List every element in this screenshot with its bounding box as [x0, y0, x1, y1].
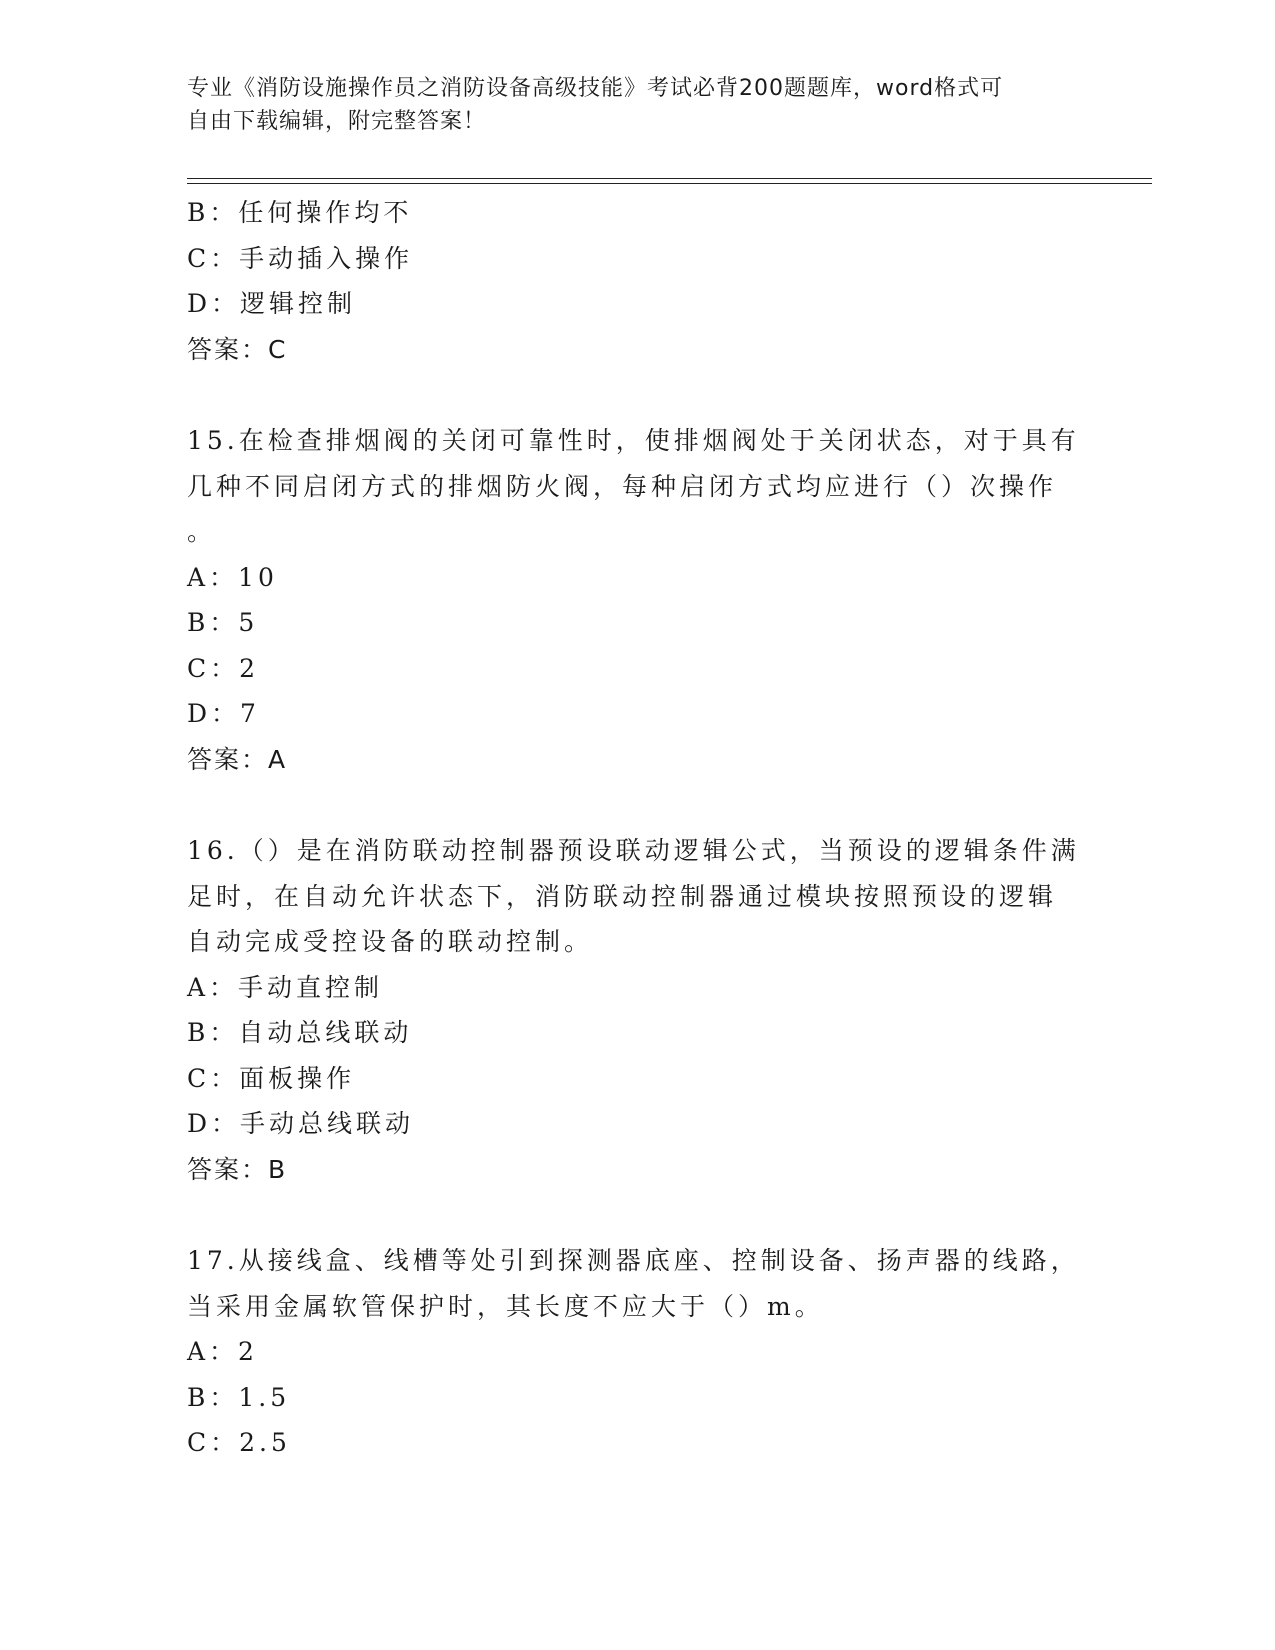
- question-stem-line: 几种不同启闭方式的排烟防火阀，每种启闭方式均应进行（）次操作: [187, 471, 1058, 501]
- option-c: C：手动插入操作: [187, 243, 414, 273]
- answer-label: 答案：A: [187, 744, 288, 774]
- option-c: C：2: [187, 653, 260, 683]
- option-a: A：手动直控制: [187, 972, 384, 1002]
- question-stem-line: 当采用金属软管保护时，其长度不应大于（）m。: [187, 1291, 824, 1321]
- header-title-line-2: 自由下载编辑，附完整答案！: [187, 109, 487, 134]
- question-stem-line: 自动完成受控设备的联动控制。: [187, 927, 594, 956]
- option-a: A：2: [187, 1337, 258, 1366]
- option-c: C：2.5: [187, 1428, 291, 1457]
- option-a: A：10: [187, 562, 278, 592]
- option-d: D：手动总线联动: [187, 1109, 415, 1138]
- question-14-tail: [187, 190, 1087, 372]
- option-b: B：5: [187, 608, 259, 637]
- question-stem-line: 17.从接线盒、线槽等处引到探测器底座、控制设备、扬声器的线路，: [187, 1246, 1080, 1275]
- header-divider-top: [187, 178, 1152, 179]
- header-divider-bottom: [187, 183, 1152, 184]
- option-d: D：7: [187, 699, 260, 728]
- option-c: C：面板操作: [187, 1063, 356, 1093]
- option-b: B：1.5: [187, 1382, 291, 1412]
- spacer: [187, 1192, 1087, 1238]
- question-list: [187, 190, 1087, 1466]
- option-b: B：自动总线联动: [187, 1018, 413, 1047]
- option-b: B：任何操作均不: [187, 198, 413, 227]
- question-stem-line: 16.（）是在消防联动控制器预设联动逻辑公式，当预设的逻辑条件满: [187, 836, 1080, 865]
- question-stem-line: 15.在检查排烟阀的关闭可靠性时，使排烟阀处于关闭状态，对于具有: [187, 426, 1080, 455]
- question-16: [187, 828, 1087, 1192]
- header-title-line-1: 专业《消防设施操作员之消防设备高级技能》考试必背200题题库，word格式可: [187, 76, 1004, 101]
- spacer: [187, 372, 1087, 418]
- answer-label: 答案：C: [187, 334, 288, 364]
- option-d: D：逻辑控制: [187, 289, 357, 318]
- answer-label: 答案：B: [187, 1154, 288, 1184]
- question-17: [187, 1238, 1087, 1466]
- question-15: [187, 418, 1087, 782]
- spacer: [187, 782, 1087, 828]
- question-stem-line: 。: [187, 517, 217, 546]
- question-stem-line: 足时，在自动允许状态下，消防联动控制器通过模块按照预设的逻辑: [187, 881, 1058, 911]
- document-header: [187, 72, 1087, 138]
